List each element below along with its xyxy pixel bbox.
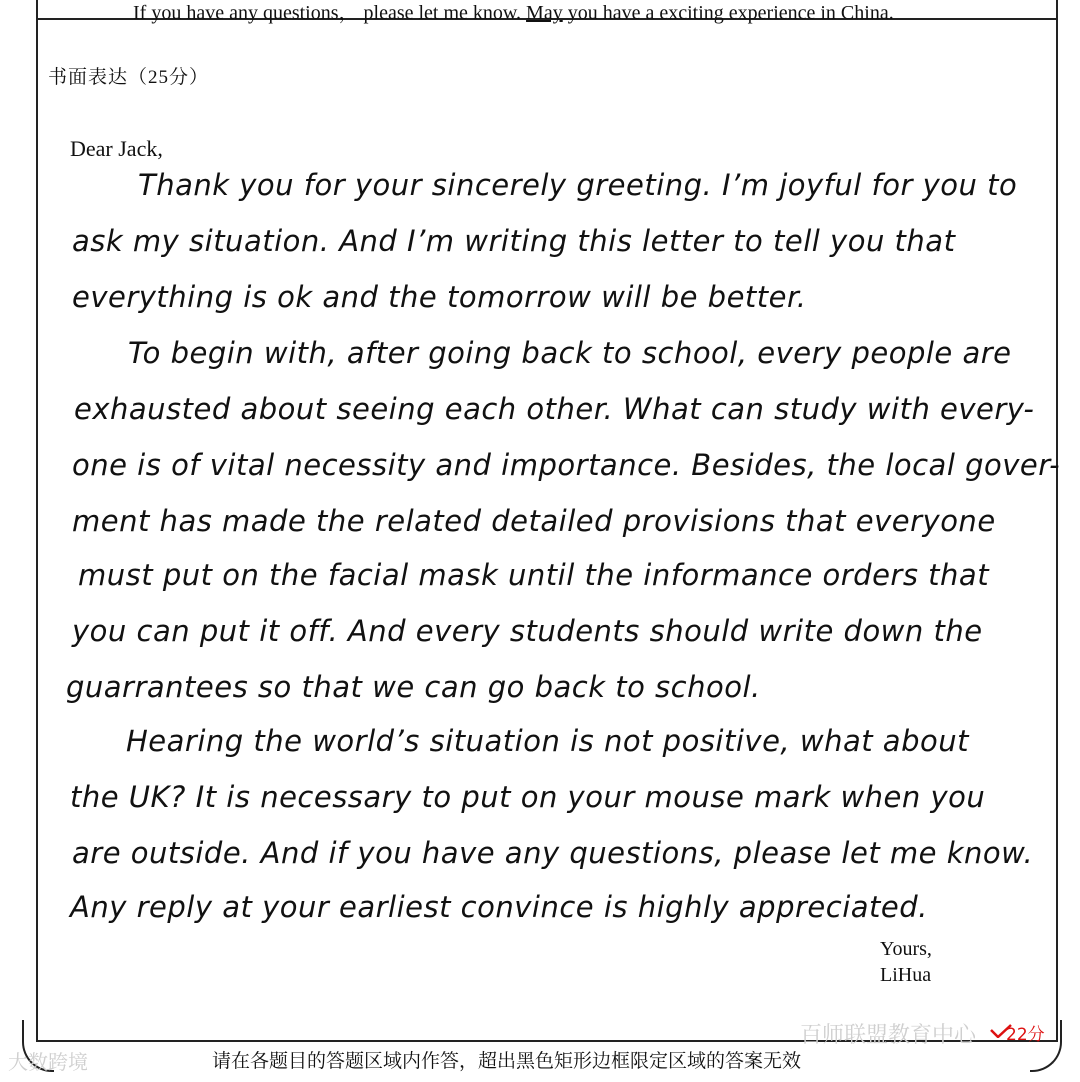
letter-line: one is of vital necessity and importance. Besides, the local gover- bbox=[72, 448, 1061, 482]
footer-instruction: 请在各题目的答题区域内作答，超出黑色矩形边框限定区域的答案无效 bbox=[212, 1051, 802, 1072]
letter-line: the UK? It is necessary to put on your mouse mark when you bbox=[70, 780, 986, 814]
letter-line: must put on the facial mask until the informance orders that bbox=[78, 558, 990, 592]
letter-salutation: Dear Jack, bbox=[70, 136, 163, 161]
letter-line: are outside. And if you have any questions, please let me know. bbox=[72, 836, 1034, 870]
letter-line: guarrantees so that we can go back to school. bbox=[66, 670, 761, 704]
letter-closing: Yours, bbox=[880, 938, 932, 960]
letter-line: ask my situation. And I’m writing this letter to tell you that bbox=[72, 224, 956, 258]
score-mark: 22分 bbox=[1006, 1025, 1045, 1045]
essay-answer-area bbox=[40, 110, 1061, 1040]
letter-line: exhausted about seeing each other. What can study with every- bbox=[74, 392, 1035, 426]
section-title: 书面表达（25分） bbox=[48, 67, 210, 88]
letter-line: To begin with, after going back to school, every people are bbox=[128, 336, 1012, 370]
watermark-left: 大数跨境 bbox=[8, 1050, 88, 1074]
previous-answer-text-end: you have a exciting experience in China. bbox=[562, 2, 894, 24]
previous-answer-text-start: If you have any questions， please let me know. bbox=[133, 2, 527, 24]
letter-line: Thank you for your sincerely greeting. I’m joyful for you to bbox=[138, 168, 1018, 202]
previous-answer-underlined-word: May bbox=[526, 2, 563, 24]
letter-line: Hearing the world’s situation is not positive, what about bbox=[126, 724, 969, 758]
letter-line: Any reply at your earliest convince is highly appreciated. bbox=[70, 890, 928, 924]
letter-line: ment has made the related detailed provisions that everyone bbox=[72, 504, 996, 538]
letter-line: everything is ok and the tomorrow will be better. bbox=[72, 280, 807, 314]
letter-signature: LiHua bbox=[880, 964, 932, 986]
letter-line: you can put it off. And every students should write down the bbox=[72, 614, 983, 648]
watermark-right: 百师联盟教育中心 bbox=[800, 1023, 977, 1048]
